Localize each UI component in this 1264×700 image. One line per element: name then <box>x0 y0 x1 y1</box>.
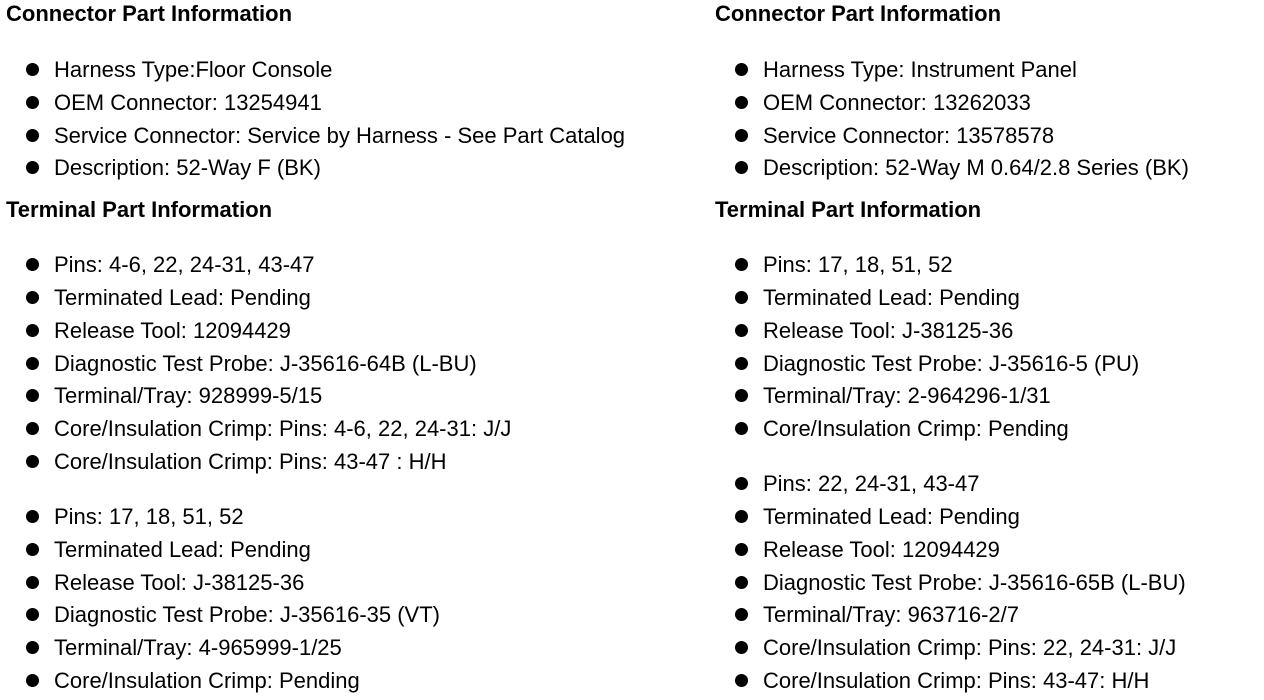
bullet-icon <box>735 357 748 370</box>
bullet-icon <box>26 96 39 109</box>
bullet-icon <box>735 641 748 654</box>
bullet-icon <box>735 96 748 109</box>
bullet-icon <box>735 324 748 337</box>
bullet-icon <box>26 161 39 174</box>
bullet-icon <box>26 674 39 687</box>
bullet-icon <box>26 576 39 589</box>
bullet-icon <box>735 129 748 142</box>
bullet-icon <box>26 389 39 402</box>
bullet-icon <box>26 258 39 271</box>
terminal-part-heading: Terminal Part Information <box>6 197 273 222</box>
bullet-icon <box>735 389 748 402</box>
bullet-icon <box>735 477 748 490</box>
bullet-icon <box>735 422 748 435</box>
bullet-icon <box>735 576 748 589</box>
bullet-icon <box>735 543 748 556</box>
bullet-icon <box>26 291 39 304</box>
bullet-icon <box>26 63 39 76</box>
connector-part-heading: Connector Part Information <box>715 1 1002 26</box>
bullet-icon <box>26 129 39 142</box>
bullet-icon <box>26 422 39 435</box>
bullet-icon <box>735 674 748 687</box>
bullet-icon <box>26 510 39 523</box>
bullet-icon <box>735 291 748 304</box>
connector-part-heading: Connector Part Information <box>6 1 293 26</box>
bullet-icon <box>26 455 39 468</box>
bullet-icon <box>735 63 748 76</box>
terminal-part-heading: Terminal Part Information <box>715 197 982 222</box>
bullet-icon <box>26 641 39 654</box>
bullet-icon <box>735 510 748 523</box>
bullet-icon <box>26 608 39 621</box>
bullet-icon <box>735 258 748 271</box>
bullet-icon <box>735 161 748 174</box>
bullet-icon <box>735 608 748 621</box>
bullet-icon <box>26 543 39 556</box>
bullet-icon <box>26 324 39 337</box>
bullet-icon <box>26 357 39 370</box>
